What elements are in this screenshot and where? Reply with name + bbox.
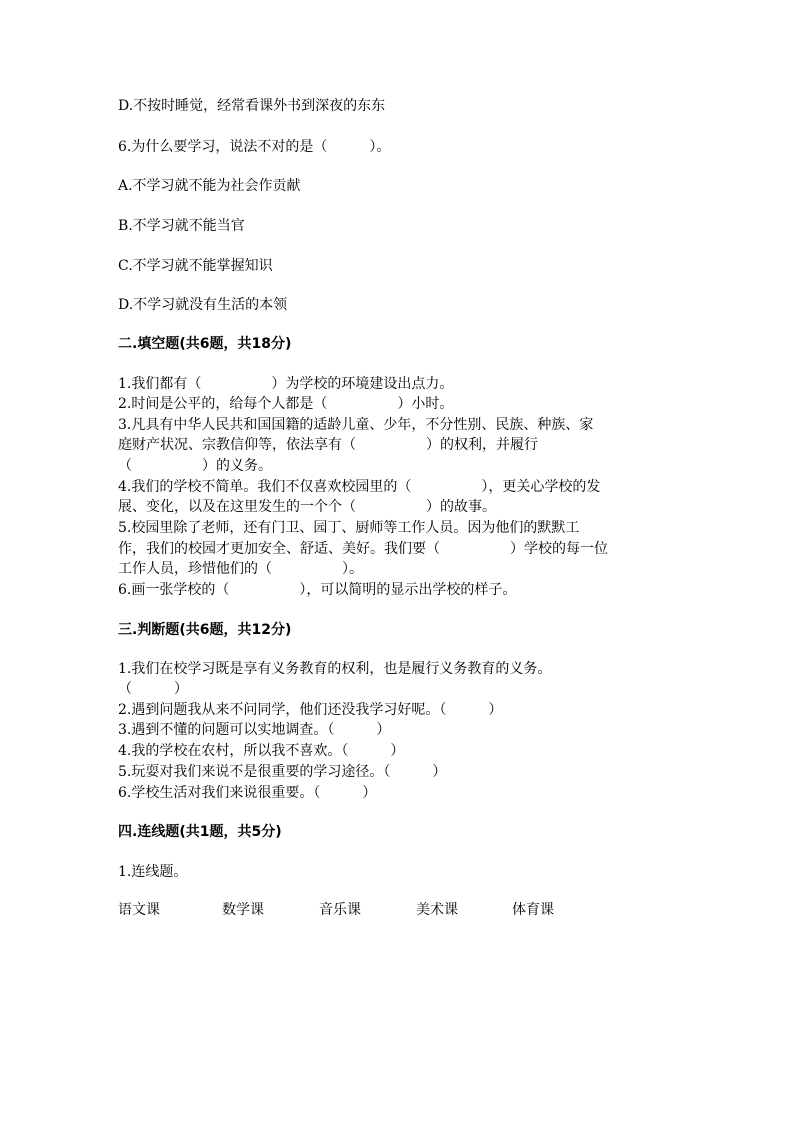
course-music: 音乐课 — [319, 902, 361, 918]
fill-q4-line2: 展、变化，以及在这里发生的一个个（ ）的故事。 — [118, 499, 496, 515]
q6-option-b: B.不学习就不能当官 — [118, 218, 245, 234]
judge-q5: 5.玩耍对我们来说不是很重要的学习途径。（ ） — [118, 764, 447, 780]
judge-q3: 3.遇到不懂的问题可以实地调查。（ ） — [118, 722, 391, 738]
fill-q3-line1: 3.凡具有中华人民共和国国籍的适龄儿童、少年，不分性别、民族、种族、家 — [118, 417, 594, 433]
judge-q1-line2: （ ） — [118, 681, 188, 697]
course-pe: 体育课 — [512, 902, 554, 918]
judge-q2: 2.遇到问题我从来不问同学，他们还没我学习好呢。（ ） — [118, 702, 503, 718]
course-chinese: 语文课 — [118, 902, 160, 918]
q6-option-d: D.不学习就没有生活的本领 — [118, 297, 288, 313]
fill-q1: 1.我们都有（ ）为学校的环境建设出点力。 — [118, 376, 454, 392]
q6-option-c: C.不学习就不能掌握知识 — [118, 258, 273, 274]
fill-q3-line2: 庭财产状况、宗教信仰等，依法享有（ ）的权利，并履行 — [118, 437, 538, 453]
section3-title: 三.判断题(共6题，共12分) — [118, 622, 292, 638]
section2-title: 二.填空题(共6题，共18分) — [118, 336, 292, 352]
judge-q4: 4.我的学校在农村，所以我不喜欢。（ ） — [118, 743, 405, 759]
fill-q2: 2.时间是公平的，给每个人都是（ ）小时。 — [118, 396, 454, 412]
q6-stem: 6.为什么要学习，说法不对的是（ ）。 — [118, 139, 391, 155]
q6-option-a: A.不学习就不能为社会作贡献 — [118, 178, 301, 194]
section4-title: 四.连线题(共1题，共5分) — [118, 824, 282, 840]
fill-q5-line3: 工作人员，珍惜他们的（ ）。 — [118, 561, 363, 577]
fill-q3-line3: （ ）的义务。 — [118, 458, 272, 474]
q5-option-d: D.不按时睡觉，经常看课外书到深夜的东东 — [118, 98, 386, 114]
course-art: 美术课 — [416, 902, 458, 918]
judge-q1-line1: 1.我们在校学习既是享有义务教育的权利，也是履行义务教育的义务。 — [118, 661, 552, 677]
judge-q6: 6.学校生活对我们来说很重要。（ ） — [118, 785, 377, 801]
fill-q4-line1: 4.我们的学校不简单。我们不仅喜欢校园里的（ ），更关心学校的发 — [118, 479, 601, 495]
fill-q5-line2: 作，我们的校园才更加安全、舒适、美好。我们要（ ）学校的每一位 — [118, 541, 608, 557]
fill-q5-line1: 5.校园里除了老师，还有门卫、园丁、厨师等工作人员。因为他们的默默工 — [118, 520, 580, 536]
match-q1: 1.连线题。 — [118, 864, 188, 880]
fill-q6: 6.画一张学校的（ ），可以简明的显示出学校的样子。 — [118, 582, 517, 598]
course-math: 数学课 — [222, 902, 264, 918]
